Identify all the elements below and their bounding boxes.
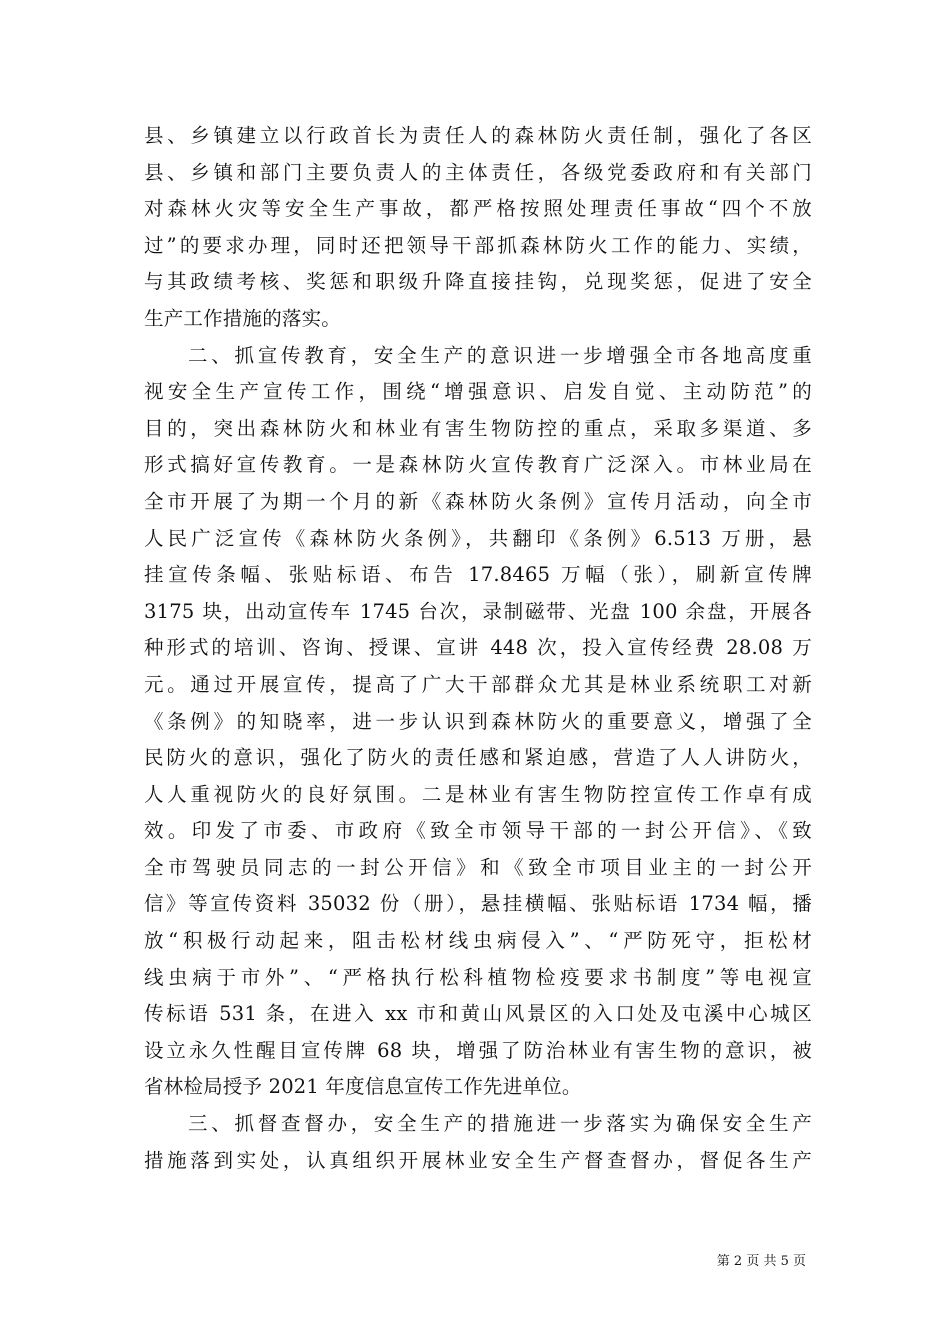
text-line: 措施落到实处，认真组织开展林业安全生产督查督办，督促各生产 <box>144 1148 812 1172</box>
paragraph-start-line: 三、抓督查督办，安全生产的措施进一步落实为确保安全生产 <box>188 1112 812 1136</box>
text-line: 县、乡镇建立以行政首长为责任人的森林防火责任制，强化了各区 <box>144 124 812 147</box>
text-line: 效。印发了市委、市政府《致全市领导干部的一封公开信》、《致 <box>144 819 812 843</box>
text-line: 传标语 531 条，在进入 xx 市和黄山风景区的入口处及屯溪中心城区 <box>144 1002 812 1026</box>
text-line: 过”的要求办理，同时还把领导干部抓森林防火工作的能力、实绩， <box>144 233 812 257</box>
text-line: 挂宣传条幅、张贴标语、布告 17.8465 万幅（张），刷新宣传牌 <box>144 563 812 587</box>
text-line: 3175 块，出动宣传车 1745 台次，录制磁带、光盘 100 余盘，开展各 <box>144 599 812 623</box>
text-line: 对森林火灾等安全生产事故，都严格按照处理责任事故“四个不放 <box>144 197 812 221</box>
text-line: 生产工作措施的落实。 <box>144 306 342 330</box>
text-line: 放“积极行动起来，阻击松材线虫病侵入”、“严防死守，拒松材 <box>144 929 812 953</box>
text-line: 省林检局授予 2021 年度信息宣传工作先进单位。 <box>144 1075 582 1099</box>
text-line: 形式搞好宣传教育。一是森林防火宣传教育广泛深入。市林业局在 <box>144 453 812 477</box>
text-line: 人民广泛宣传《森林防火条例》，共翻印《条例》6.513 万册，悬 <box>144 526 812 550</box>
text-line: 种形式的培训、咨询、授课、宣讲 448 次，投入宣传经费 28.08 万 <box>144 636 812 660</box>
paragraph-start-line: 二、抓宣传教育，安全生产的意识进一步增强全市各地高度重 <box>188 343 812 367</box>
text-line: 目的，突出森林防火和林业有害生物防控的重点，采取多渠道、多 <box>144 416 812 440</box>
text-line: 视安全生产宣传工作，围绕“增强意识、启发自觉、主动防范”的 <box>144 380 812 404</box>
text-line: 全市驾驶员同志的一封公开信》和《致全市项目业主的一封公开 <box>144 855 812 879</box>
page-number: 第 2 页 共 5 页 <box>716 1254 806 1269</box>
text-line: 民防火的意识，强化了防火的责任感和紧迫感，营造了人人讲防火， <box>144 746 812 770</box>
text-line: 人人重视防火的良好氛围。二是林业有害生物防控宣传工作卓有成 <box>144 782 812 806</box>
text-line: 元。通过开展宣传，提高了广大干部群众尤其是林业系统职工对新 <box>144 672 812 696</box>
document-body <box>144 118 812 1179</box>
text-line: 设立永久性醒目宣传牌 68 块，增强了防治林业有害生物的意识，被 <box>144 1038 812 1062</box>
text-line: 线虫病于市外”、“严格执行松科植物检疫要求书制度”等电视宣 <box>144 965 812 989</box>
text-line: 县、乡镇和部门主要负责人的主体责任，各级党委政府和有关部门 <box>144 160 812 184</box>
text-line: 全市开展了为期一个月的新《森林防火条例》宣传月活动，向全市 <box>144 489 812 513</box>
text-line: 《条例》的知晓率，进一步认识到森林防火的重要意义，增强了全 <box>144 709 812 733</box>
text-line: 与其政绩考核、奖惩和职级升降直接挂钩，兑现奖惩，促进了安全 <box>144 270 812 294</box>
text-line: 信》等宣传资料 35032 份（册），悬挂横幅、张贴标语 1734 幅，播 <box>144 892 812 916</box>
